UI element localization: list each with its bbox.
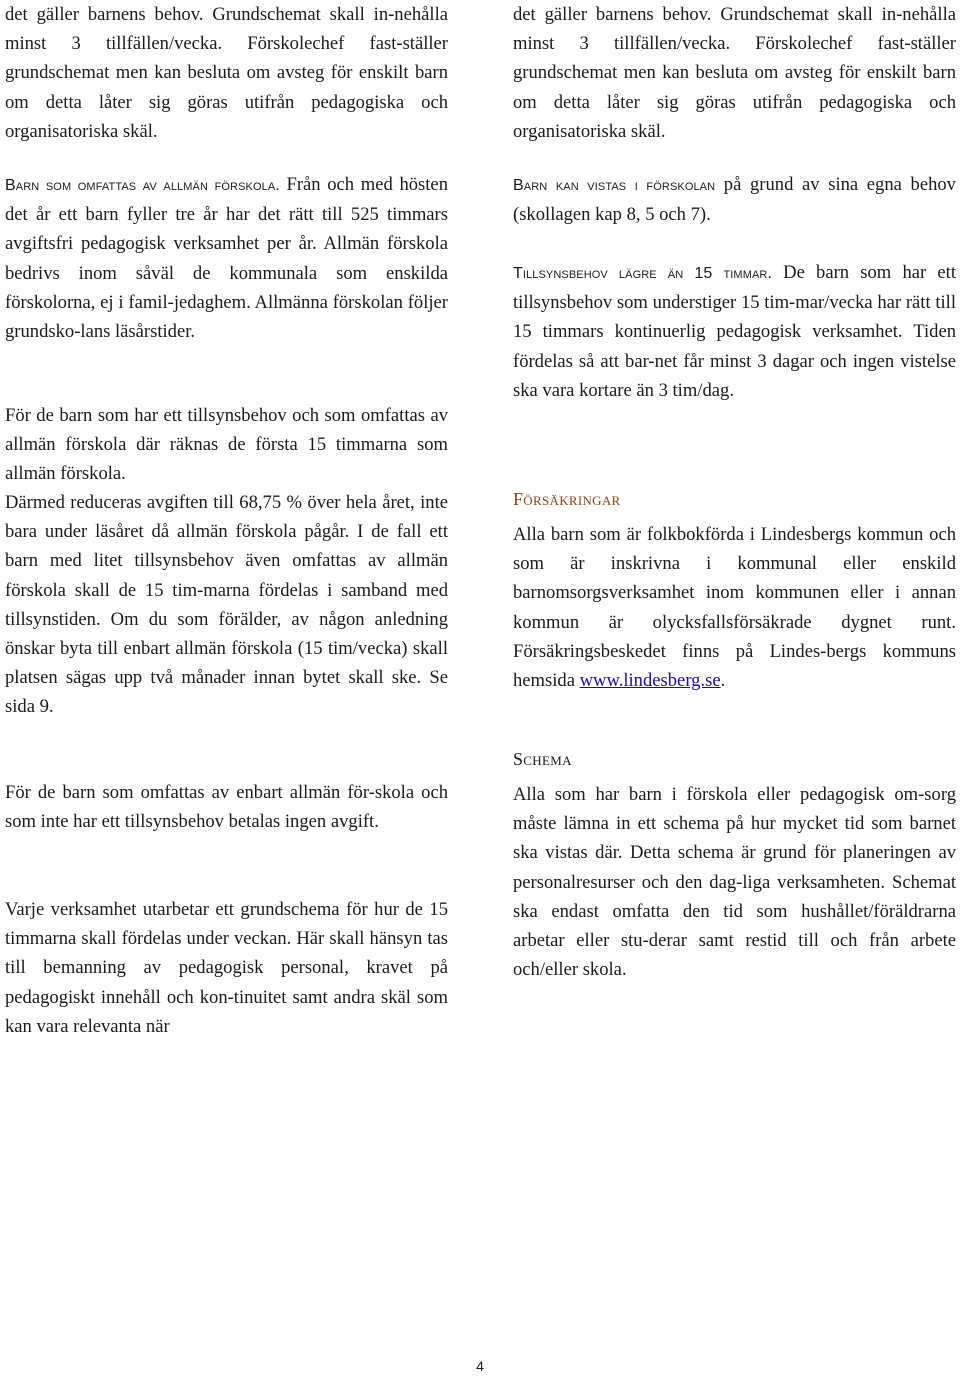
left-paragraph-6: Varje verksamhet utarbetar ett grundschema för hur de 15 timmarna skall fördelas under veckan. Här skall hänsyn tas till bemanning av pedagogisk personal, kravet på pedagogiskt innehåll och kon-tinuitet samt andra skäl som kan vara relevanta när <box>5 899 448 1037</box>
lindesberg-website-link[interactable]: www.lindesberg.se <box>579 670 721 692</box>
run-in-heading-tillsynsbehov: Tillsynsbehov lägre än 15 timmar <box>513 265 768 282</box>
right-paragraph-3 <box>513 258 956 405</box>
heading-forsakringar: Försäkringar <box>513 489 621 509</box>
left-paragraph-1: det gäller barnens behov. Grundschemat skall in-nehålla minst 3 tillfällen/vecka. Förskolechef fast-ställer grundschemat men kan besluta om avsteg för enskilt barn om detta låter sig göras utifrån pedagogiska och organisatoriska skäl. <box>5 4 448 142</box>
left-paragraph-5: För de barn som omfattas av enbart allmän för-skola och som inte har ett tillsynsbehov betalas ingen avgift. <box>5 782 448 833</box>
right-paragraph-5: Alla som har barn i förskola eller pedagogisk om-sorg måste lämna in ett schema på hur mycket tid som barnet ska vistas där. Detta schema är grund för planeringen av personalresurser och den dag-liga verksamheten. Schemat ska endast omfatta den tid som hushållet/föräldrarna arbetar eller stu-derar samt restid till och från arbete och/eller skola. <box>513 784 956 981</box>
right-paragraph-4-body: Alla barn som är folkbokförda i Lindesbergs kommun och som är inskrivna i kommunal eller enskild barnomsorgsverksamhet inom kommunen eller i annan kommun är olycksfallsförsäkrade dygnet runt. Försäkringsbeskedet finns på Lindes-bergs kommuns hemsida <box>513 524 956 692</box>
run-in-heading-vistas-i-forskolan: Barn kan vistas i förskolan <box>513 177 716 194</box>
right-paragraph-4 <box>513 520 956 695</box>
left-paragraph-4: Därmed reduceras avgiften till 68,75 % över hela året, inte bara under läsåret då allmän förskola pågår. I de fall ett barn med litet tillsynsbehov även omfattas av allmän förskola skall de 15 tim-marna fördelas i samband med tillsynstiden. Om du som förälder, av någon anledning önskar byta till enbart allmän förskola (15 tim/vecka) skall platsen sägas upp två månader innan bytet skall ske. Se sida 9. <box>5 492 448 718</box>
right-paragraph-4-end: . <box>720 670 726 692</box>
left-paragraph-3: För de barn som har ett tillsynsbehov och som omfattas av allmän förskola där räknas de första 15 timmarna som allmän förskola. <box>5 405 448 485</box>
page-number: 4 <box>476 1358 484 1374</box>
right-paragraph-3-body: De barn som har ett tillsynsbehov som understiger 15 tim-mar/vecka har rätt till 15 timmars kontinuerlig pedagogisk verksamhet. Tiden fördelas så att bar-net får minst 3 dagar och ingen vistelse ska vara kortare än 3 tim/dag. <box>513 262 956 401</box>
right-paragraph-1: det gäller barnens behov. Grundschemat skall in-nehålla minst 3 tillfällen/vecka. Förskolechef fast-ställer grundschemat men kan besluta om avsteg för enskilt barn om detta låter sig göras utifrån pedagogiska och organisatoriska skäl. <box>513 4 956 142</box>
heading-schema: Schema <box>513 749 572 769</box>
left-paragraph-2-body: Från och med hösten det år ett barn fyller tre år har det rätt till 525 timmars avgiftsfri pedagogisk verksamhet per år. Allmän förskola bedrivs inom såväl de kommunala som enskilda förskolorna, ej i famil-jedaghem. Allmänna förskolan följer grundsko-lans läsårstider. <box>5 174 448 343</box>
run-in-heading-period: . <box>767 265 772 282</box>
run-in-heading-allman-forskola: Barn som omfattas av allmän förskola <box>5 177 276 194</box>
run-in-heading-period: . <box>275 177 280 194</box>
left-paragraph-2 <box>5 170 448 346</box>
right-paragraph-2 <box>513 170 956 229</box>
right-paragraph-2-body: på grund av sina egna behov (skollagen kap 8, 5 och 7). <box>513 174 956 226</box>
